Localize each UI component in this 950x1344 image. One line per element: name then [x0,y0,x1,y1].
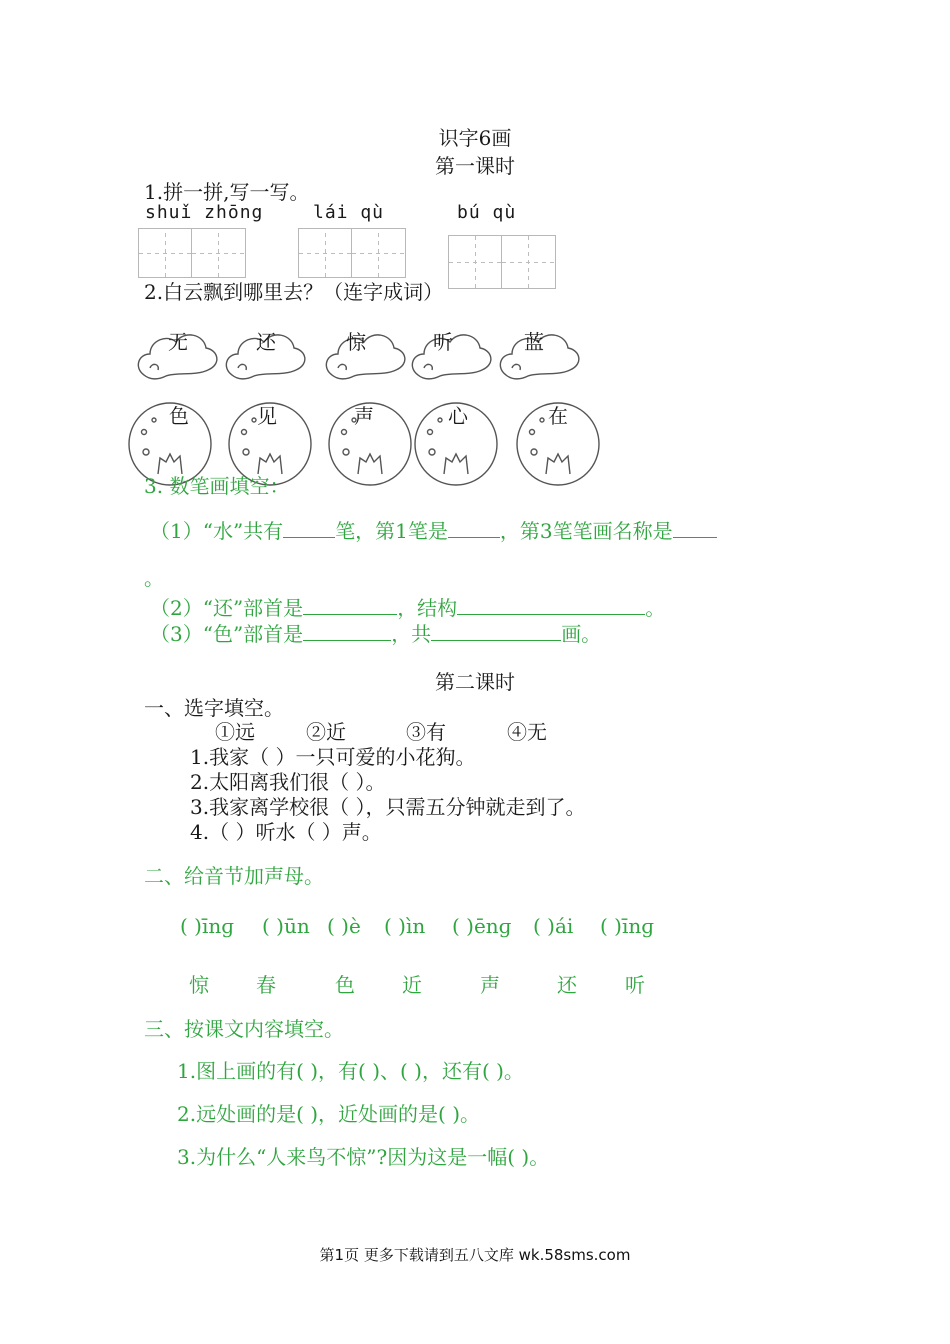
ball-char-1[interactable]: 色 [169,404,189,428]
q2-label: 2.白云飘到哪里去？（连字成词） [144,280,444,304]
blank-radical-se[interactable] [303,639,391,641]
ball-char-2[interactable]: 见 [257,404,277,428]
s2-syllable-2[interactable]: ( )ūn [262,914,310,938]
cloud-char-4[interactable]: 听 [433,330,453,354]
s2-syllable-5[interactable]: ( )ēnɡ [452,914,512,938]
writing-grid-3[interactable] [448,235,556,289]
s2-label: 二、给音节加声母。 [144,864,324,888]
q3-line2 [150,592,665,621]
writing-grid-2[interactable] [298,228,406,278]
s2-char-5: 声 [480,973,500,997]
s2-char-1: 惊 [189,973,209,997]
blank-first-stroke[interactable] [448,536,500,538]
cloud-char-5[interactable]: 蓝 [524,330,544,354]
blank-stroke-total[interactable] [431,639,561,641]
ball-char-5[interactable]: 在 [548,404,568,428]
s1-item-3: 3.我家离学校很（ ），只需五分钟就走到了。 [190,795,586,819]
q3-line3 [150,618,601,647]
s2-syllable-3[interactable]: ( )è [327,914,361,938]
s3-label: 三、按课文内容填空。 [144,1017,344,1041]
q3-line1-b: 笔，第1笔是 [335,519,448,543]
s2-syllable-4[interactable]: ( )ìn [384,914,426,938]
s1-item-4: 4.（ ）听水（ ）声。 [190,820,382,844]
cloud-char-1[interactable]: 无 [168,330,188,354]
s2-char-7: 听 [625,973,645,997]
lesson2-heading: 第二课时 [435,670,515,694]
s1-option-4: ④无 [507,720,547,744]
q3-line3-c: 画。 [561,622,602,646]
s2-char-3: 色 [335,973,355,997]
q3-line3-a: （3）“色”部首是 [150,622,304,646]
q1-label: 1.拼一拼,写一写。 [144,180,310,204]
q3-line1 [150,515,717,544]
s2-syllable-1[interactable]: ( )īnɡ [180,914,235,938]
page-title: 识字6画 [438,126,512,150]
s2-syllable-7[interactable]: ( )īnɡ [600,914,655,938]
q3-line3-b: ，共 [391,622,432,646]
s1-item-1: 1.我家（ ）一只可爱的小花狗。 [190,745,476,769]
s1-item-2: 2.太阳离我们很（ ）。 [190,770,386,794]
ball-char-3[interactable]: 声 [354,404,374,428]
writing-grid-1[interactable] [138,228,246,278]
blank-radical-huan[interactable] [303,613,397,615]
s3-item-2: 2.远处画的是( )，近处画的是( )。 [177,1102,481,1126]
s2-char-6: 还 [557,973,577,997]
s2-char-4: 近 [402,973,422,997]
q3-line2-b: ，结构 [397,596,458,620]
s2-char-2: 春 [256,973,276,997]
q3-line2-c: 。 [645,596,666,620]
cloud-char-2[interactable]: 还 [256,330,276,354]
q3-label: 3. 数笔画填空： [144,474,290,498]
s3-item-1: 1.图上画的有( )，有( )、( )，还有( )。 [177,1059,524,1083]
blank-stroke-count[interactable] [283,536,335,538]
blank-structure[interactable] [457,613,645,615]
s1-option-1: ①远 [215,720,255,744]
blank-third-stroke[interactable] [673,536,717,538]
q3-line1-c: ，第3笔笔画名称是 [499,519,673,543]
cloud-char-3[interactable]: 惊 [346,330,366,354]
pinyin-2: lái qù [313,202,385,223]
q3-line1-a: （1）“水”共有 [150,519,284,543]
q3-line1-end: 。 [144,566,164,590]
s1-label: 一、选字填空。 [144,696,284,720]
s1-option-3: ③有 [406,720,446,744]
ball-char-4[interactable]: 心 [448,404,468,428]
s3-item-3: 3.为什么“人来鸟不惊”?因为这是一幅( )。 [177,1145,550,1169]
lesson1-heading: 第一课时 [435,154,515,178]
s1-option-2: ②近 [306,720,346,744]
q3-line2-a: （2）“还”部首是 [150,596,304,620]
pinyin-3: bú qù [457,202,517,223]
pinyin-1: shuǐ zhōng [145,202,264,223]
page-footer: 第1页 更多下载请到五八文库 wk.58sms.com [319,1246,631,1264]
s2-syllable-6[interactable]: ( )ái [533,914,574,938]
